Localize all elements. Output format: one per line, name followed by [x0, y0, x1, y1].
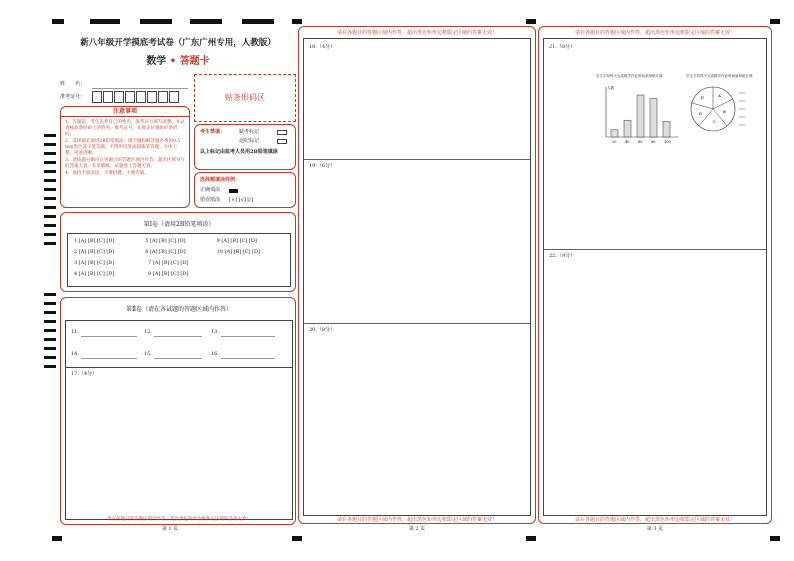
alignment-mark [770, 536, 780, 541]
y-axis-label: 人数 [607, 86, 614, 90]
bar [637, 95, 644, 137]
mc-item[interactable]: 9 [A] [B] [C] [D] [216, 238, 257, 244]
mc-item[interactable]: 10 [A] [B] [C] [D] [216, 249, 261, 255]
mc-item[interactable]: 3 [A] [B] [C] [D] [74, 260, 115, 266]
blank-line[interactable] [221, 358, 275, 359]
pie-label: B [723, 109, 726, 114]
absent-label: 缺考标记 [239, 129, 260, 135]
alignment-mark [242, 19, 274, 24]
notice-item: 3．请按题号顺序在各题目的答题区域内作答，超出区域书写的答案无效；在草稿纸、试题卷上答题无效。 [65, 158, 185, 169]
alignment-mark [292, 536, 302, 541]
pie-chart-caption: 学生平均每天完成数学作业时间扇形统计图 [686, 74, 753, 78]
proctor-note: 以上标记由监考人员用2B铅笔填涂 [200, 149, 278, 155]
x-tick-label: 100 [664, 140, 671, 144]
page3-box [538, 26, 772, 524]
question-20-label: 20.（8分） [309, 327, 336, 333]
fill-sample-box [194, 172, 296, 208]
section1-title: 第Ⅰ卷（请用2B铅笔填涂） [143, 221, 215, 228]
ticket-number-boxes[interactable] [92, 91, 180, 103]
correct-fill-label: 正确填涂 [200, 187, 221, 193]
name-label: 姓 名： [60, 81, 86, 87]
mc-item[interactable]: 1 [A] [B] [C] [D] [74, 238, 115, 244]
alignment-mark [190, 19, 222, 24]
blank-label: 12. [144, 329, 152, 335]
x-tick-label: 20 [612, 140, 617, 144]
side-markers-1 [44, 134, 56, 245]
area-warning: 请在各题目的答题区域内作答，超出黑色矩形边框限定区域的答案无效！ [336, 30, 497, 36]
notice-item: 2．选择题必须用2B铅笔填涂；填空题和解答题必须用0.5 mm黑色签字笔答题，不得用铅笔或圆珠笔答题；字体工整、笔迹清晰。 [65, 139, 181, 156]
barcode-label: 贴条形码区 [225, 93, 265, 102]
exam-title: 新八年级开学摸底考试卷（广东广州专用，人教版） [80, 38, 276, 48]
absent-checkbox[interactable] [277, 130, 287, 135]
area-warning: 请在各题目的答题区域内作答，超出黑色矩形边框限定区域的答案无效！ [574, 30, 735, 36]
mc-item[interactable]: 6 [A] [B] [C] [D] [145, 249, 186, 255]
mc-row [74, 248, 284, 256]
mc-row [74, 237, 284, 245]
page3-answer-area[interactable] [543, 38, 767, 516]
x-tick-label: 60 [638, 140, 643, 144]
section2-title: 第Ⅱ卷（请在各试题的答题区域内作答） [125, 306, 233, 313]
blank-line[interactable] [81, 358, 137, 359]
mc-item[interactable]: 2 [A] [B] [C] [D] [74, 249, 115, 255]
subtitle-dot: • [169, 56, 177, 67]
alignment-mark [526, 536, 536, 541]
wrong-fill-label: 错误填涂 [200, 197, 221, 203]
pie-label: D [699, 111, 703, 116]
notice-title: 注意事项 [61, 107, 189, 117]
x-tick-label: 40 [625, 140, 630, 144]
alignment-mark [526, 19, 536, 24]
question-17-label: 17.（4分） [71, 371, 98, 377]
blank-label: 11. [71, 329, 79, 335]
area-warning: 请在各题目的答题区域内作答，超出黑色矩形边框限定区域的答案无效！ [336, 517, 497, 523]
blank-label: 14. [71, 351, 79, 357]
question-18-label: 18.（4分） [309, 44, 336, 50]
cheat-checkbox[interactable] [277, 139, 287, 144]
section1-box [60, 212, 296, 292]
bar-chart [594, 83, 684, 147]
page-number-2: 第 2 页 [408, 526, 426, 532]
section2-box [60, 297, 296, 525]
pie-label: E [701, 95, 704, 100]
mc-grid [67, 233, 291, 287]
bar [611, 130, 618, 137]
card-subtitle [60, 52, 296, 67]
blank-line[interactable] [154, 336, 202, 337]
notice-box [60, 106, 190, 208]
notice-item: 1．答题前，考生先将自己的姓名，准考证号填写清楚，并认真核准条形码上的姓名、准考证号，在规定位置贴好条形码。 [65, 120, 185, 137]
bar [624, 120, 631, 137]
blank-label: 16. [211, 351, 219, 357]
bar [650, 99, 657, 137]
bar [663, 121, 670, 137]
blank-label: 15. [144, 351, 152, 357]
mc-item[interactable]: 8 [A] [B] [C] [D] [148, 271, 189, 277]
alignment-mark [292, 19, 302, 24]
fill-sample-title: 选择题填涂样例： [200, 177, 241, 183]
subject: 数学 [146, 56, 167, 67]
forbidden-label: 考生禁填： [200, 129, 226, 135]
area-warning: 请在各题目的答题区域内作答，超出黑色矩形边框限定区域的答案无效！ [574, 517, 735, 523]
blank-label: 13. [211, 329, 219, 335]
question-22-label: 22.（9分） [549, 253, 576, 259]
x-tick-label: 80 [651, 140, 656, 144]
ticket-label: 准考证号： [60, 94, 86, 100]
mc-item[interactable]: 4 [A] [B] [C] [D] [74, 271, 115, 277]
alignment-mark [52, 536, 62, 541]
area-warning: 请在各题目的答题区域内作答，超出黑色矩形边框限定区域的答案无效！ [107, 517, 251, 522]
question-21-label: 21.（8分） [549, 44, 576, 50]
bar-chart-caption: 学生平均每天完成数学作业时间条形统计图 [596, 74, 663, 78]
card-label: 答题卡 [179, 56, 210, 67]
pie-chart [689, 83, 759, 139]
cheat-label: 违纪标记 [239, 138, 260, 144]
mc-item[interactable]: 5 [A] [B] [C] [D] [145, 238, 186, 244]
question-19-label: 19.（6分） [309, 163, 336, 169]
mc-row [74, 259, 284, 267]
page-number-1: 第 1 页 [161, 526, 179, 532]
mc-item[interactable]: 7 [A] [B] [C] [D] [148, 260, 189, 266]
page2-answer-area[interactable] [303, 38, 531, 516]
alignment-mark [140, 19, 172, 24]
alignment-mark [52, 19, 64, 24]
barcode-area [194, 74, 296, 122]
forbidden-box [194, 124, 296, 170]
wrong-fill-marks: [×] [√] [/] [229, 197, 253, 203]
blank-line[interactable] [81, 336, 137, 337]
correct-fill-sample [229, 189, 238, 193]
pie-label: C [713, 119, 717, 124]
name-field[interactable] [92, 88, 188, 89]
notice-item: 4．保持卡面清洁，不要折叠、不要弄破。 [65, 171, 149, 176]
alignment-mark [90, 19, 120, 24]
mc-row [74, 270, 284, 278]
page-number-3: 第 3 页 [646, 526, 664, 532]
pie-label: A [718, 93, 721, 98]
blank-line[interactable] [221, 336, 275, 337]
blank-line[interactable] [154, 358, 202, 359]
section2-answer-area[interactable] [65, 320, 293, 520]
side-markers-2 [44, 293, 56, 368]
page2-box [298, 26, 536, 524]
alignment-mark [770, 19, 780, 24]
